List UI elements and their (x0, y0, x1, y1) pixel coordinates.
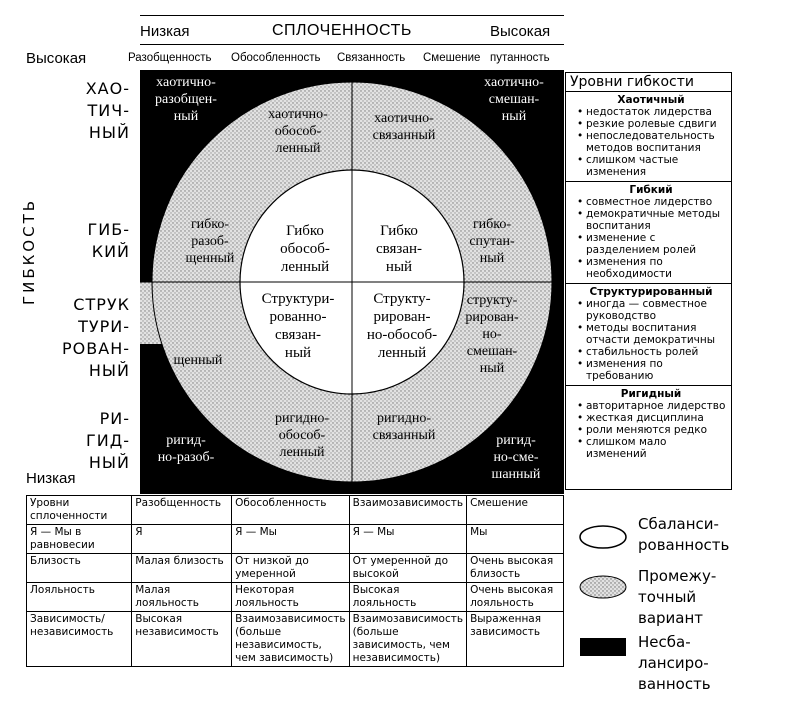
legend-mid-swatch (578, 574, 628, 600)
segment-flexible-disengaged: гибко- разоб- щенный (185, 217, 235, 266)
flex-section-item: • роли меняются редко (586, 424, 728, 436)
table-cell: От низкой до умеренной (232, 554, 349, 583)
row-label-chaotic: ХАО- ТИЧ- НЫЙ (85, 79, 130, 142)
flex-section-item: • недостаток лидерства (586, 106, 728, 118)
table-cell: Некоторая лояльность (232, 583, 349, 612)
flex-section-heading: Ригидный (620, 388, 682, 400)
table-cell: Высокая лояльность (349, 583, 466, 612)
table-cell: Взаимозависимость (больше зависимость, чем независимость) (349, 612, 466, 667)
cohesion-high-label: Высокая (490, 23, 551, 40)
flex-section-item: • слишком мало изменений (586, 436, 728, 460)
legend-unbalanced-label: Несба- лансиро- ванность (638, 633, 711, 693)
legend-balanced-label: Сбаланси- рованность (638, 515, 730, 554)
cohesion-low-label: Низкая (140, 23, 190, 40)
flex-section-item: • жесткая дисциплина (586, 412, 728, 424)
table-cell: Мы (467, 525, 564, 554)
table-cell: Взаимозависимость (больше независимость, чем зависимость) (232, 612, 349, 667)
flex-section-heading: Гибкий (629, 184, 673, 196)
table-cell: Выраженная зависимость (467, 612, 564, 667)
col-label-connected: Связанность (337, 52, 406, 64)
table-cell: От умеренной до высокой (349, 554, 466, 583)
table-cell: Высокая независимость (132, 612, 232, 667)
flex-section-item: • авторитарное лидерство (586, 400, 728, 412)
table-cell: Малая близость (132, 554, 232, 583)
flex-high-label: Высокая (26, 50, 87, 67)
table-row (27, 583, 564, 612)
col-label-enmeshed: Смешение (423, 52, 481, 64)
table-cell: Я — Мы (349, 525, 466, 554)
flex-section-item: • слишком частые изменения (586, 154, 728, 178)
segment-chaotic-separated: хаотично- обособ- ленный (268, 107, 328, 156)
flex-section (566, 284, 731, 386)
flex-section-item: • демократичные методы воспитания (586, 208, 728, 232)
segment-structured-connected: Структури- рованно- связан- ный (261, 291, 335, 361)
segment-structured-separated: Структу- рирован- но-обособ- ленный (366, 291, 438, 361)
table-row (27, 496, 564, 525)
table-cell: Я — Мы (232, 525, 349, 554)
segment-flexible-enmeshed: гибко- спутан- ный (469, 217, 515, 266)
col-label-disengaged: Разобщенность (128, 52, 212, 64)
segment-rigid-separated: ригидно- обособ- ленный (274, 411, 329, 460)
table-row (27, 554, 564, 583)
table-cell: Я — Мы в равновесии (27, 525, 132, 554)
flex-section-item: • резкие ролевые сдвиги (586, 118, 728, 130)
segment-flexible-connected: Гибко связан- ный (375, 223, 423, 275)
flex-low-label: Низкая (26, 470, 76, 487)
flexibility-axis-label: ГИБКОСТЬ (20, 197, 38, 305)
legend-mid-label: Промежу- точный вариант (638, 567, 717, 627)
flex-section-item: • иногда — совместное руководство (586, 298, 728, 322)
header-rule-bottom (140, 44, 564, 45)
row-label-flexible: ГИБ- КИЙ (87, 220, 130, 261)
table-cell: Я (132, 525, 232, 554)
flex-section-heading: Хаотичный (617, 94, 685, 106)
table-cell: Обособленность (232, 496, 349, 525)
table-cell: Очень высокая лояльность (467, 583, 564, 612)
segment-structured-enmeshed: структу- рирован- но- смешан- ный (465, 293, 519, 376)
flex-section-item: • совместное лидерство (586, 196, 728, 208)
row-label-rigid: РИ- ГИД- НЫЙ (86, 409, 130, 472)
flex-section-heading: Структурированный (589, 286, 713, 298)
flex-section-item: • стабильность ролей (586, 346, 728, 358)
flex-section-item: • непоследовательность методов воспитания (586, 130, 728, 154)
table-cell: Взаимозависимость (349, 496, 466, 525)
table-row (27, 525, 564, 554)
header-rule-top (140, 15, 564, 16)
segment-structured-disengaged: щенный (173, 353, 223, 368)
col-label-confused: путанность (490, 52, 550, 64)
flex-section-item: • изменение с разделением ролей (586, 232, 728, 256)
flex-section-item: • изменения по требованию (586, 358, 728, 382)
cohesion-levels-table (26, 495, 564, 667)
table-cell: Зависимость/ независимость (27, 612, 132, 667)
legend (578, 510, 788, 700)
table-cell: Малая лояльность (132, 583, 232, 612)
segment-flexible-separated: Гибко обособ- ленный (280, 223, 330, 275)
table-cell: Очень высокая близость (467, 554, 564, 583)
table-cell: Лояльность (27, 583, 132, 612)
segment-chaotic-connected: хаотично- связанный (372, 111, 436, 143)
flex-section (566, 182, 731, 284)
table-cell: Смешение (467, 496, 564, 525)
flexibility-levels-panel (565, 72, 732, 490)
flex-section (566, 386, 731, 463)
cohesion-title: СПЛОЧЕННОСТЬ (272, 22, 412, 39)
segment-rigid-disengaged: ригид- но-разоб- (157, 433, 215, 465)
segment-rigid-enmeshed: ригид- но-сме- шанный (491, 433, 541, 482)
legend-balanced-swatch (578, 524, 628, 550)
circumplex-model (140, 70, 564, 494)
table-cell: Уровни сплоченности (27, 496, 132, 525)
row-label-structured: СТРУК ТУРИ- РОВАН- НЫЙ (62, 295, 130, 380)
col-label-separated: Обособленность (231, 52, 321, 64)
legend-unbalanced-swatch (580, 638, 626, 656)
segment-chaotic-disengaged: хаотично- разобщен- ный (155, 75, 217, 124)
flex-section-item: • методы воспитания отчасти демократичны (586, 322, 728, 346)
table-cell: Разобщенность (132, 496, 232, 525)
segment-rigid-connected: ригидно- связанный (372, 411, 436, 443)
flex-section (566, 92, 731, 182)
panel-title: Уровни гибкости (566, 73, 731, 92)
table-cell: Близость (27, 554, 132, 583)
table-row (27, 612, 564, 667)
flex-section-item: • изменения по необходимости (586, 256, 728, 280)
segment-chaotic-enmeshed: хаотично- смешан- ный (484, 75, 544, 124)
